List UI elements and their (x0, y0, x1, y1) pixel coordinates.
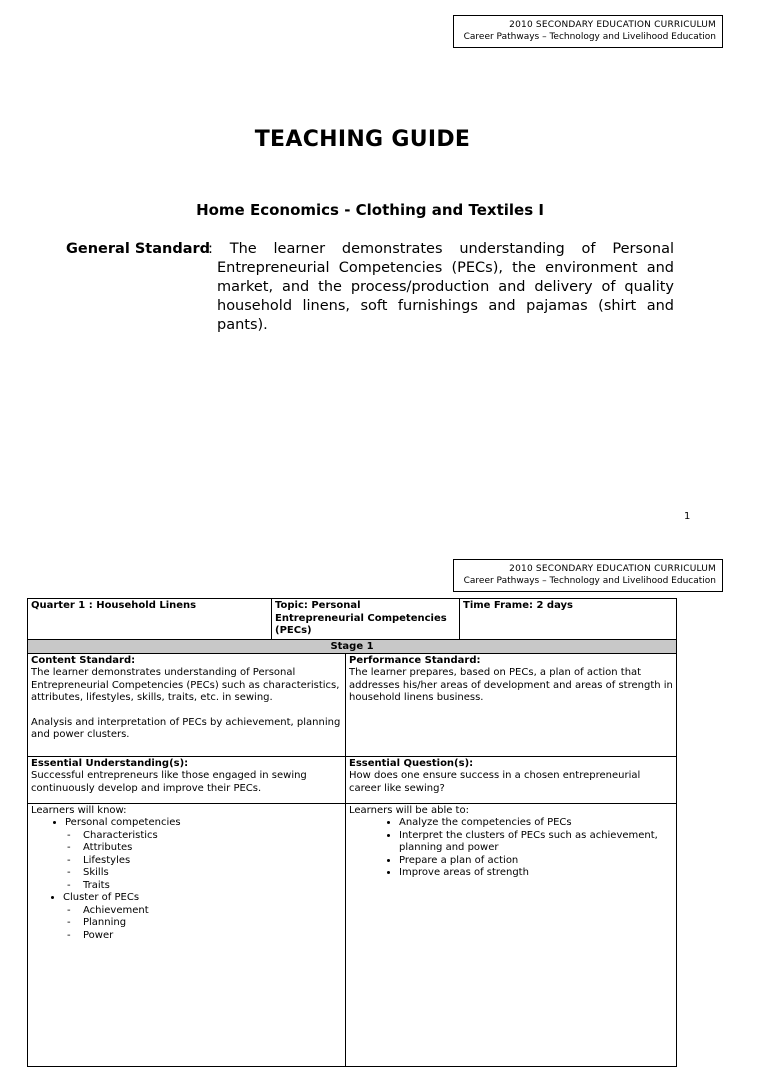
learners-able-intro: Learners will be able to: (349, 804, 469, 816)
list-item: - Power (83, 930, 342, 943)
essential-question-cell (346, 756, 677, 803)
curriculum-header-box-page2 (453, 559, 723, 592)
performance-standard-text: The learner prepares, based on PECs, a plan of action that addresses his/her areas of development and areas of strength in household linens business. (349, 667, 673, 703)
stage-header: Stage 1 (28, 639, 677, 653)
page-number: 1 (684, 511, 691, 522)
know-group2-items (31, 905, 342, 943)
list-item: • Cluster of PECs (63, 892, 342, 905)
essential-understanding-cell (28, 756, 346, 803)
list-item: - Traits (83, 880, 342, 893)
quarter-cell: Quarter 1 : Household Linens (28, 599, 272, 640)
list-item: • Analyze the competencies of PECs (399, 817, 673, 830)
list-item: - Lifestyles (83, 855, 342, 868)
content-standard-analysis: Analysis and interpretation of PECs by achievement, planning and power clusters. (31, 716, 341, 740)
essential-question-text: How does one ensure success in a chosen entrepreneurial career like sewing? (349, 770, 641, 794)
curriculum-header-line2: Career Pathways – Technology and Livelihood Education (463, 32, 716, 42)
general-standard-text: : The learner demonstrates understanding of Personal Entrepreneurial Competencies (PECs), the environment and market, and the process/production and delivery of quality household linens, soft furnishings and pajamas (shirt and pants). (208, 241, 674, 333)
table-row (28, 653, 677, 756)
list-item: • Improve areas of strength (399, 867, 673, 880)
table-row (28, 803, 677, 1066)
table-row (28, 599, 677, 640)
curriculum-header-line2: Career Pathways – Technology and Livelihood Education (463, 576, 716, 586)
curriculum-header-box (453, 15, 723, 48)
time-frame-cell: Time Frame: 2 days (460, 599, 677, 640)
list-item: - Attributes (83, 842, 342, 855)
content-standard-cell (28, 653, 346, 756)
learners-will-know-cell (28, 803, 346, 1066)
know-group1-items (31, 830, 342, 893)
general-standard (66, 240, 674, 335)
curriculum-header-line1: 2010 SECONDARY EDUCATION CURRICULUM (509, 20, 716, 30)
know-group1 (31, 817, 342, 830)
essential-question-label: Essential Question(s): (349, 757, 474, 769)
content-standard-label: Content Standard: (31, 654, 136, 666)
performance-standard-label: Performance Standard: (349, 654, 481, 666)
page-subtitle: Home Economics - Clothing and Textiles I (196, 201, 544, 219)
list-item: - Planning (83, 917, 342, 930)
know-group2 (31, 892, 342, 905)
page-title: TEACHING GUIDE (254, 127, 471, 152)
table-row (28, 639, 677, 653)
content-standard-text: The learner demonstrates understanding of Personal Entrepreneurial Competencies (PECs) such as characteristics, attributes, lifestyles, skills, traits, etc. in sewing. (31, 667, 340, 703)
essential-understanding-text: Successful entrepreneurs like those engaged in sewing continuously develop and improve their PECs. (31, 770, 307, 794)
curriculum-header-line1: 2010 SECONDARY EDUCATION CURRICULUM (509, 564, 716, 574)
general-standard-label: General Standard (66, 241, 211, 257)
list-item: - Achievement (83, 905, 342, 918)
topic-cell: Topic: Personal Entrepreneurial Competencies (PECs) (272, 599, 460, 640)
teaching-guide-table (27, 598, 677, 1067)
learners-will-know-intro: Learners will know: (31, 804, 127, 816)
list-item: • Interpret the clusters of PECs such as achievement, planning and power (399, 830, 673, 855)
list-item: - Skills (83, 867, 342, 880)
table-row (28, 756, 677, 803)
list-item: • Personal competencies (65, 817, 342, 830)
list-item: • Prepare a plan of action (399, 855, 673, 868)
list-item: - Characteristics (83, 830, 342, 843)
essential-understanding-label: Essential Understanding(s): (31, 757, 189, 769)
able-items (349, 817, 673, 880)
performance-standard-cell (346, 653, 677, 756)
learners-able-cell (346, 803, 677, 1066)
